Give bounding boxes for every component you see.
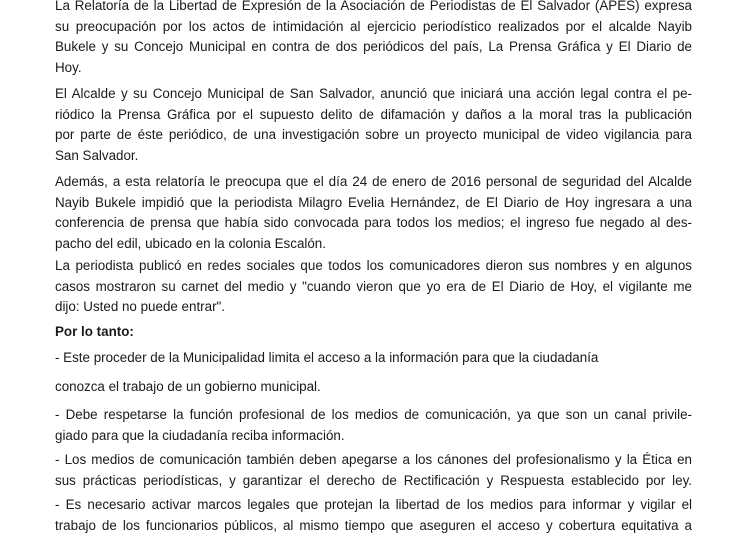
text-line: - Los medios de comunicación también deben apegarse a los cánones del profesionalismo y la Ética en [55, 452, 692, 467]
text-line: San Salvador. [55, 147, 139, 163]
text-line: conferencia de prensa que había sido convocada para todos los medios; el ingreso fue negado al des- [55, 215, 692, 230]
text-line: por parte de éste periódico, de una investigación sobre un proyecto municipal de video vigilancia para [55, 127, 692, 142]
text-line: su preocupación por los actos de intimidación al ejercicio periodístico realizados por el alcalde Nayib [55, 18, 692, 34]
paragraph-press-conference [55, 172, 692, 254]
text-line: riódico la Prensa Gráfica por el supuesto delito de difamación y daños a la moral tras la publicación [55, 106, 692, 122]
text-line: El Alcalde y su Concejo Municipal de San Salvador, anunció que iniciará una acción legal contra el pe- [55, 86, 692, 101]
paragraph-journalist-post [55, 256, 692, 318]
text-line: La periodista publicó en redes sociales que todos los comunicadores dieron sus nombres y en algunos [55, 258, 692, 273]
text-line: sus prácticas periodísticas, y garantizar el derecho de Rectificación y Respuesta establecido por ley. [55, 472, 692, 488]
text-line: - Es necesario activar marcos legales que protejan la libertad de los medios para informar y vigilar el [55, 497, 692, 512]
text-line: Por lo tanto: [55, 324, 134, 339]
bullet-access-information [55, 348, 692, 369]
text-line: casos mostraron su carnet del medio y "cuando vieron que yo era de El Diario de Hoy, el vigilante me [55, 278, 692, 294]
text-line: Nayib Bukele impidió que la periodista Milagro Evelia Hernández, de El Diario de Hoy ingresara a una [55, 194, 692, 210]
paragraph-apes-concern [55, 0, 692, 78]
bullet-access-information-cont [55, 377, 692, 398]
text-line: La Relatoría de la Libertad de Expresión de la Asociación de Periodistas de El Salvador (APES) expresa [55, 0, 692, 13]
text-line: giado para que la ciudadanía reciba información. [55, 427, 345, 443]
text-line: - Este proceder de la Municipalidad limita el acceso a la información para que la ciudadanía [55, 350, 599, 365]
text-line: Hoy. [55, 59, 82, 75]
text-line: Bukele y su Concejo Municipal en contra de dos periódicos del país, La Prensa Gráfica y El Diario de [55, 39, 692, 54]
bullet-legal-frameworks [55, 495, 692, 536]
heading-por-lo-tanto [55, 322, 692, 343]
bullet-professional-function [55, 405, 692, 446]
text-line: pacho del edil, ubicado en la colonia Escalón. [55, 235, 326, 251]
text-line: - Debe respetarse la función profesional de los medios de comunicación, ya que son un canal privile- [55, 407, 692, 422]
paragraph-legal-action [55, 84, 692, 166]
bullet-media-ethics [55, 450, 692, 491]
text-line: dijo: Usted no puede entrar". [55, 299, 226, 314]
text-line: trabajo de los funcionarios públicos, al mismo tiempo que aseguren el acceso y cobertura equitativa a [55, 517, 692, 533]
text-line: Además, a esta relatoría le preocupa que el día 24 de enero de 2016 personal de seguridad del Alcalde [55, 174, 692, 189]
text-line: conozca el trabajo de un gobierno municipal. [55, 379, 321, 394]
